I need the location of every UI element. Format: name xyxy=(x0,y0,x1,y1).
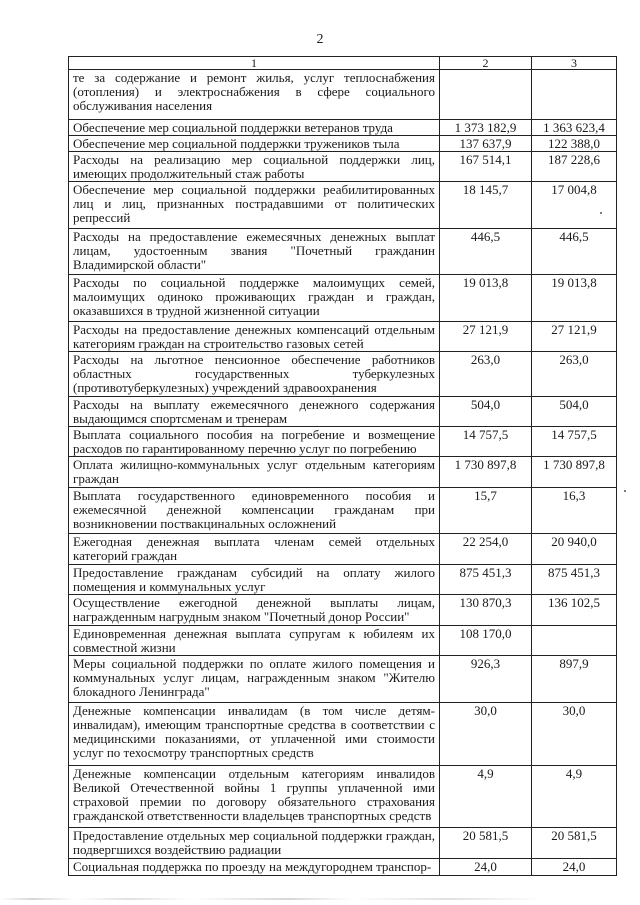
row-label: Расходы на реализацию мер социальной поддержки лиц, имеющих продолжительный стаж работы xyxy=(69,152,440,182)
table-row xyxy=(69,828,617,859)
value-col-2: 15,7 xyxy=(440,488,532,534)
value-col-2: 167 514,1 xyxy=(440,152,532,182)
value-col-2: 504,0 xyxy=(440,397,532,427)
value-col-2: 875 451,3 xyxy=(440,565,532,595)
value-col-2: 137 637,9 xyxy=(440,136,532,152)
row-label: Осуществление ежегодной денежной выплаты лицам, награжденным нагрудным знаком "Почетный донор России" xyxy=(69,595,440,626)
table-row xyxy=(69,859,617,876)
row-label: Расходы на льготное пенсионное обеспечение работников областных государственных туберкулезных (противотуберкулезных) учреждений здравоохранения xyxy=(69,352,440,397)
table-row xyxy=(69,229,617,275)
value-col-2: 926,3 xyxy=(440,656,532,703)
table-row xyxy=(69,595,617,626)
value-col-3: 20 581,5 xyxy=(532,828,617,859)
budget-table-body xyxy=(69,57,617,876)
value-col-3: 20 940,0 xyxy=(532,534,617,565)
scan-edge-noise xyxy=(0,898,640,900)
table-row xyxy=(69,152,617,182)
row-label: Предоставление гражданам субсидий на оплату жилого помещения и коммунальных услуг xyxy=(69,565,440,595)
table-row xyxy=(69,120,617,136)
table-row xyxy=(69,136,617,152)
budget-table xyxy=(68,56,617,876)
scan-speck xyxy=(624,490,626,492)
value-col-2: 22 254,0 xyxy=(440,534,532,565)
value-col-3: 14 757,5 xyxy=(532,427,617,457)
value-col-3: 16,3 xyxy=(532,488,617,534)
value-col-2: 130 870,3 xyxy=(440,595,532,626)
table-row xyxy=(69,182,617,229)
value-col-2: 1 373 182,9 xyxy=(440,120,532,136)
value-col-2: 18 145,7 xyxy=(440,182,532,229)
row-label: Обеспечение мер социальной поддержки ветеранов труда xyxy=(69,120,440,136)
header-col-2: 2 xyxy=(440,57,532,70)
table-row xyxy=(69,565,617,595)
value-col-3: 263,0 xyxy=(532,352,617,397)
table-row xyxy=(69,397,617,427)
header-col-1: 1 xyxy=(69,57,440,70)
row-label: Обеспечение мер социальной поддержки реабилитированных лиц и лиц, признанных пострадавшими от политических репрессий xyxy=(69,182,440,229)
value-col-3: 27 121,9 xyxy=(532,322,617,352)
value-col-3: 24,0 xyxy=(532,859,617,876)
value-col-3: 30,0 xyxy=(532,703,617,766)
row-label: Расходы на выплату ежемесячного денежного содержания выдающимся спортсменам и тренерам xyxy=(69,397,440,427)
table-row xyxy=(69,70,617,120)
value-col-2: 446,5 xyxy=(440,229,532,275)
table-row xyxy=(69,275,617,322)
row-label: Денежные компенсации отдельным категориям инвалидов Великой Отечественной войны 1 группы уплаченной ими страховой премии по договору обязательного страхования гражданской ответственности владельцев транспортных средств xyxy=(69,766,440,828)
value-col-2 xyxy=(440,70,532,120)
value-col-3: 897,9 xyxy=(532,656,617,703)
table-row xyxy=(69,457,617,488)
scan-speck xyxy=(600,212,602,214)
table-row xyxy=(69,534,617,565)
row-label: Расходы по социальной поддержке малоимущих семей, малоимущих одиноко проживающих граждан и граждан, оказавшихся в трудной жизненной ситуации xyxy=(69,275,440,322)
value-col-3: 136 102,5 xyxy=(532,595,617,626)
table-row xyxy=(69,766,617,828)
header-col-3: 3 xyxy=(532,57,617,70)
value-col-2: 30,0 xyxy=(440,703,532,766)
value-col-3: 1 363 623,4 xyxy=(532,120,617,136)
value-col-3: 446,5 xyxy=(532,229,617,275)
value-col-2: 27 121,9 xyxy=(440,322,532,352)
row-label: Выплата социального пособия на погребение и возмещение расходов по гарантированному перечню услуг по погребению xyxy=(69,427,440,457)
value-col-3 xyxy=(532,70,617,120)
value-col-2: 20 581,5 xyxy=(440,828,532,859)
value-col-2: 1 730 897,8 xyxy=(440,457,532,488)
value-col-2: 108 170,0 xyxy=(440,626,532,656)
row-label: те за содержание и ремонт жилья, услуг теплоснабжения (отопления) и электроснабжения в сфере социального обслуживания населения xyxy=(69,70,440,120)
table-row xyxy=(69,703,617,766)
row-label: Единовременная денежная выплата супругам к юбилеям их совместной жизни xyxy=(69,626,440,656)
row-label: Расходы на предоставление денежных компенсаций отдельным категориям граждан на строительство газовых сетей xyxy=(69,322,440,352)
page-number: 2 xyxy=(316,32,324,47)
row-label: Обеспечение мер социальной поддержки тружеников тыла xyxy=(69,136,440,152)
value-col-3: 504,0 xyxy=(532,397,617,427)
row-label: Выплата государственного единовременного пособия и ежемесячной денежной компенсации гражданам при возникновении поствакцинальных осложнений xyxy=(69,488,440,534)
row-label: Социальная поддержка по проезду на междугороднем транспор- xyxy=(69,859,440,876)
row-label: Меры социальной поддержки по оплате жилого помещения и коммунальных услуг лицам, награжденным знаком "Жителю блокадного Ленинграда" xyxy=(69,656,440,703)
row-label: Расходы на предоставление ежемесячных денежных выплат лицам, удостоенным звания "Почетный гражданин Владимирской области" xyxy=(69,229,440,275)
row-label: Ежегодная денежная выплата членам семей отдельных категорий граждан xyxy=(69,534,440,565)
table-row xyxy=(69,656,617,703)
table-row xyxy=(69,352,617,397)
value-col-3 xyxy=(532,626,617,656)
row-label: Оплата жилищно-коммунальных услуг отдельным категориям граждан xyxy=(69,457,440,488)
value-col-3: 187 228,6 xyxy=(532,152,617,182)
value-col-3: 17 004,8 xyxy=(532,182,617,229)
table-row xyxy=(69,427,617,457)
value-col-2: 14 757,5 xyxy=(440,427,532,457)
value-col-3: 4,9 xyxy=(532,766,617,828)
value-col-3: 122 388,0 xyxy=(532,136,617,152)
table-header-row xyxy=(69,57,617,70)
value-col-3: 1 730 897,8 xyxy=(532,457,617,488)
value-col-2: 24,0 xyxy=(440,859,532,876)
value-col-3: 19 013,8 xyxy=(532,275,617,322)
value-col-2: 4,9 xyxy=(440,766,532,828)
table-row xyxy=(69,322,617,352)
table-row xyxy=(69,488,617,534)
value-col-3: 875 451,3 xyxy=(532,565,617,595)
row-label: Денежные компенсации инвалидам (в том числе детям-инвалидам), имеющим транспортные средства в соответствии с медицинскими показаниями, от уплаченной ими стоимости услуг по техосмотру транспортных средств xyxy=(69,703,440,766)
table-row xyxy=(69,626,617,656)
value-col-2: 263,0 xyxy=(440,352,532,397)
value-col-2: 19 013,8 xyxy=(440,275,532,322)
row-label: Предоставление отдельных мер социальной поддержки граждан, подвергшихся воздействию радиации xyxy=(69,828,440,859)
